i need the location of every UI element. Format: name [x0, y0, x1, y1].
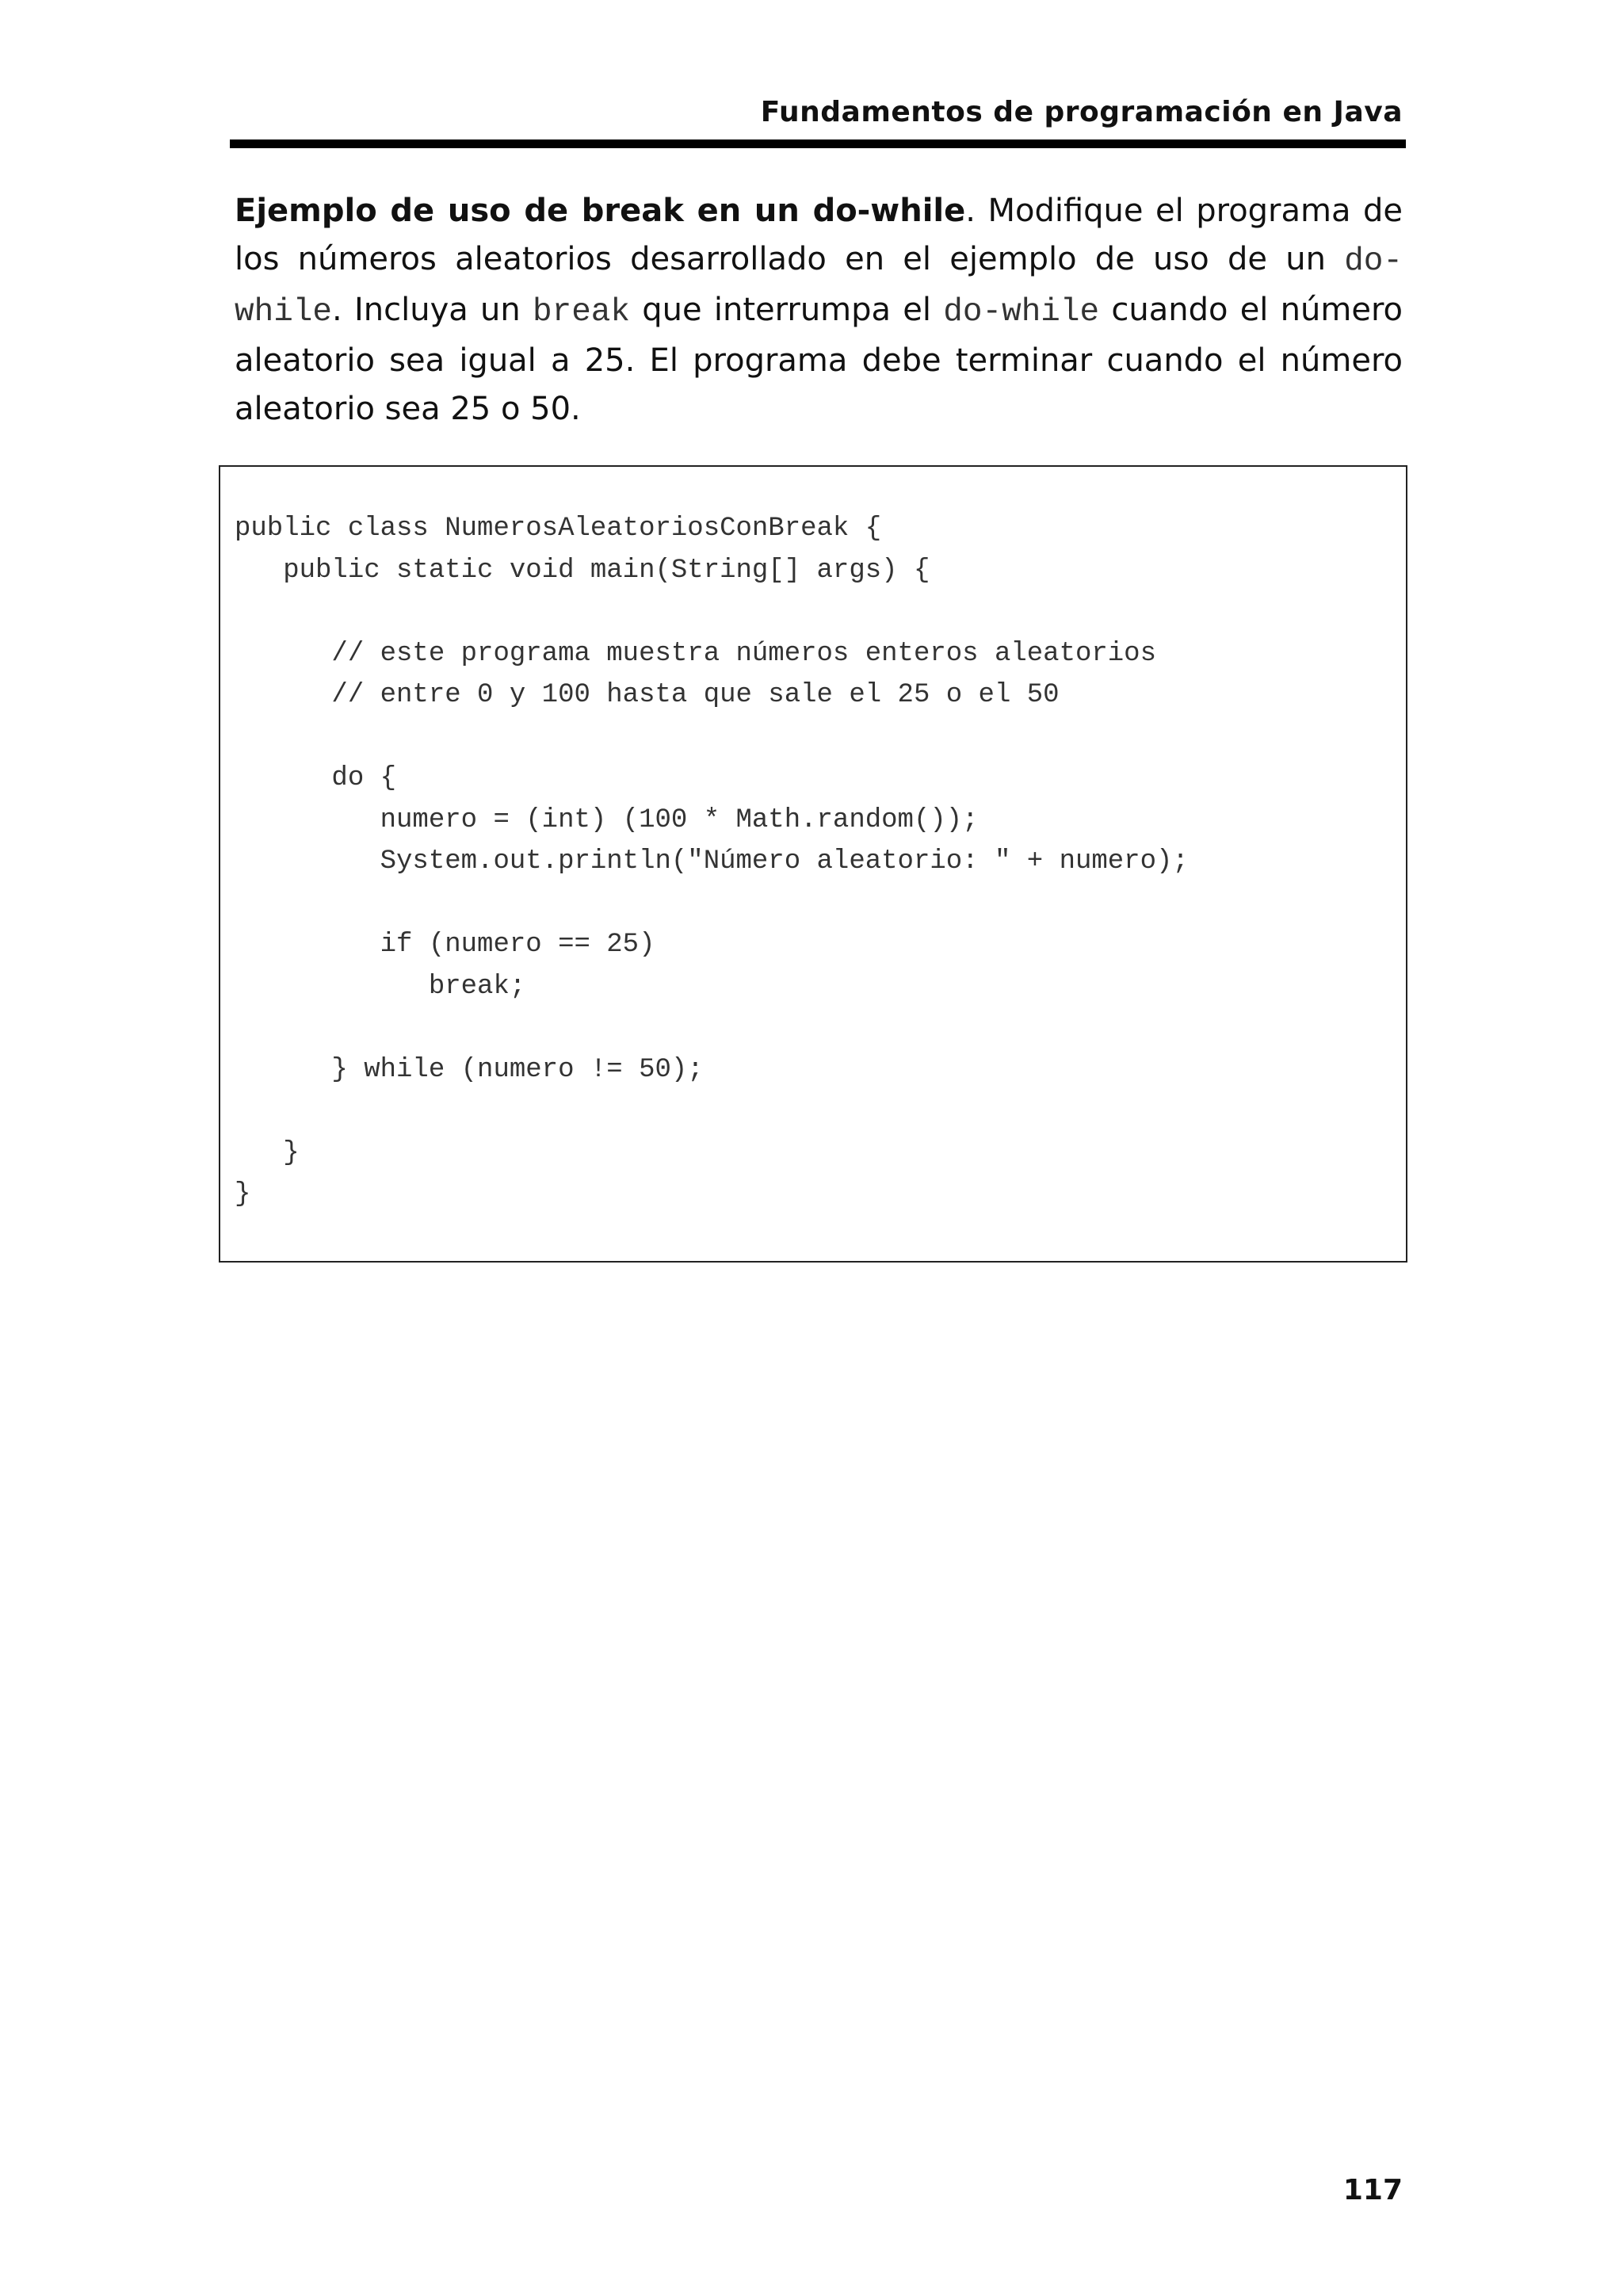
- statement-text-2: . Incluya un: [332, 292, 533, 328]
- code-line: // entre 0 y 100 hasta que sale el 25 o el 50: [235, 680, 1060, 710]
- code-line: if (numero == 25): [235, 930, 655, 960]
- code-line: public class NumerosAleatoriosConBreak {: [235, 514, 882, 544]
- code-line: numero = (int) (100 * Math.random());: [235, 804, 979, 835]
- code-line: // este programa muestra números enteros aleatorios: [235, 638, 1156, 669]
- code-line: do {: [235, 763, 397, 793]
- code-line: [235, 883, 1189, 925]
- inline-code-do-while-1: do-while: [235, 243, 1403, 330]
- code-listing-box: [219, 465, 1407, 1263]
- inline-code-break: break: [533, 294, 631, 330]
- page-number: 117: [1342, 2174, 1403, 2206]
- statement-text-4: cuando el número aleatorio sea igual a 25. El programa debe terminar cuando el número aleatorio sea 25 o 50.: [235, 292, 1403, 427]
- statement-text-1: . Modifique el programa de los números aleatorios desarrollado en el ejemplo de uso de un: [235, 193, 1403, 277]
- code-line: } while (numero != 50);: [235, 1054, 704, 1085]
- inline-code-do-while-2: do-while: [943, 294, 1100, 330]
- header-rule: [230, 139, 1406, 148]
- statement-text-3: que interrumpa el: [630, 292, 944, 328]
- code-line: System.out.println("Número aleatorio: " + numero);: [235, 846, 1189, 877]
- exercise-title: Ejemplo de uso de break en un do-while: [235, 193, 966, 229]
- exercise-statement: [235, 187, 1403, 434]
- code-line: [235, 1091, 1189, 1133]
- code-line: [235, 591, 1189, 633]
- code-line: }: [235, 1137, 300, 1168]
- code-line: [235, 716, 1189, 758]
- code-line: [235, 1007, 1189, 1049]
- code-line: }: [235, 1179, 251, 1209]
- code-line: public static void main(String[] args) {: [235, 555, 930, 586]
- code-line: break;: [235, 971, 526, 1002]
- code-listing: [235, 508, 1189, 1216]
- running-header: Fundamentos de programación en Java: [760, 96, 1403, 128]
